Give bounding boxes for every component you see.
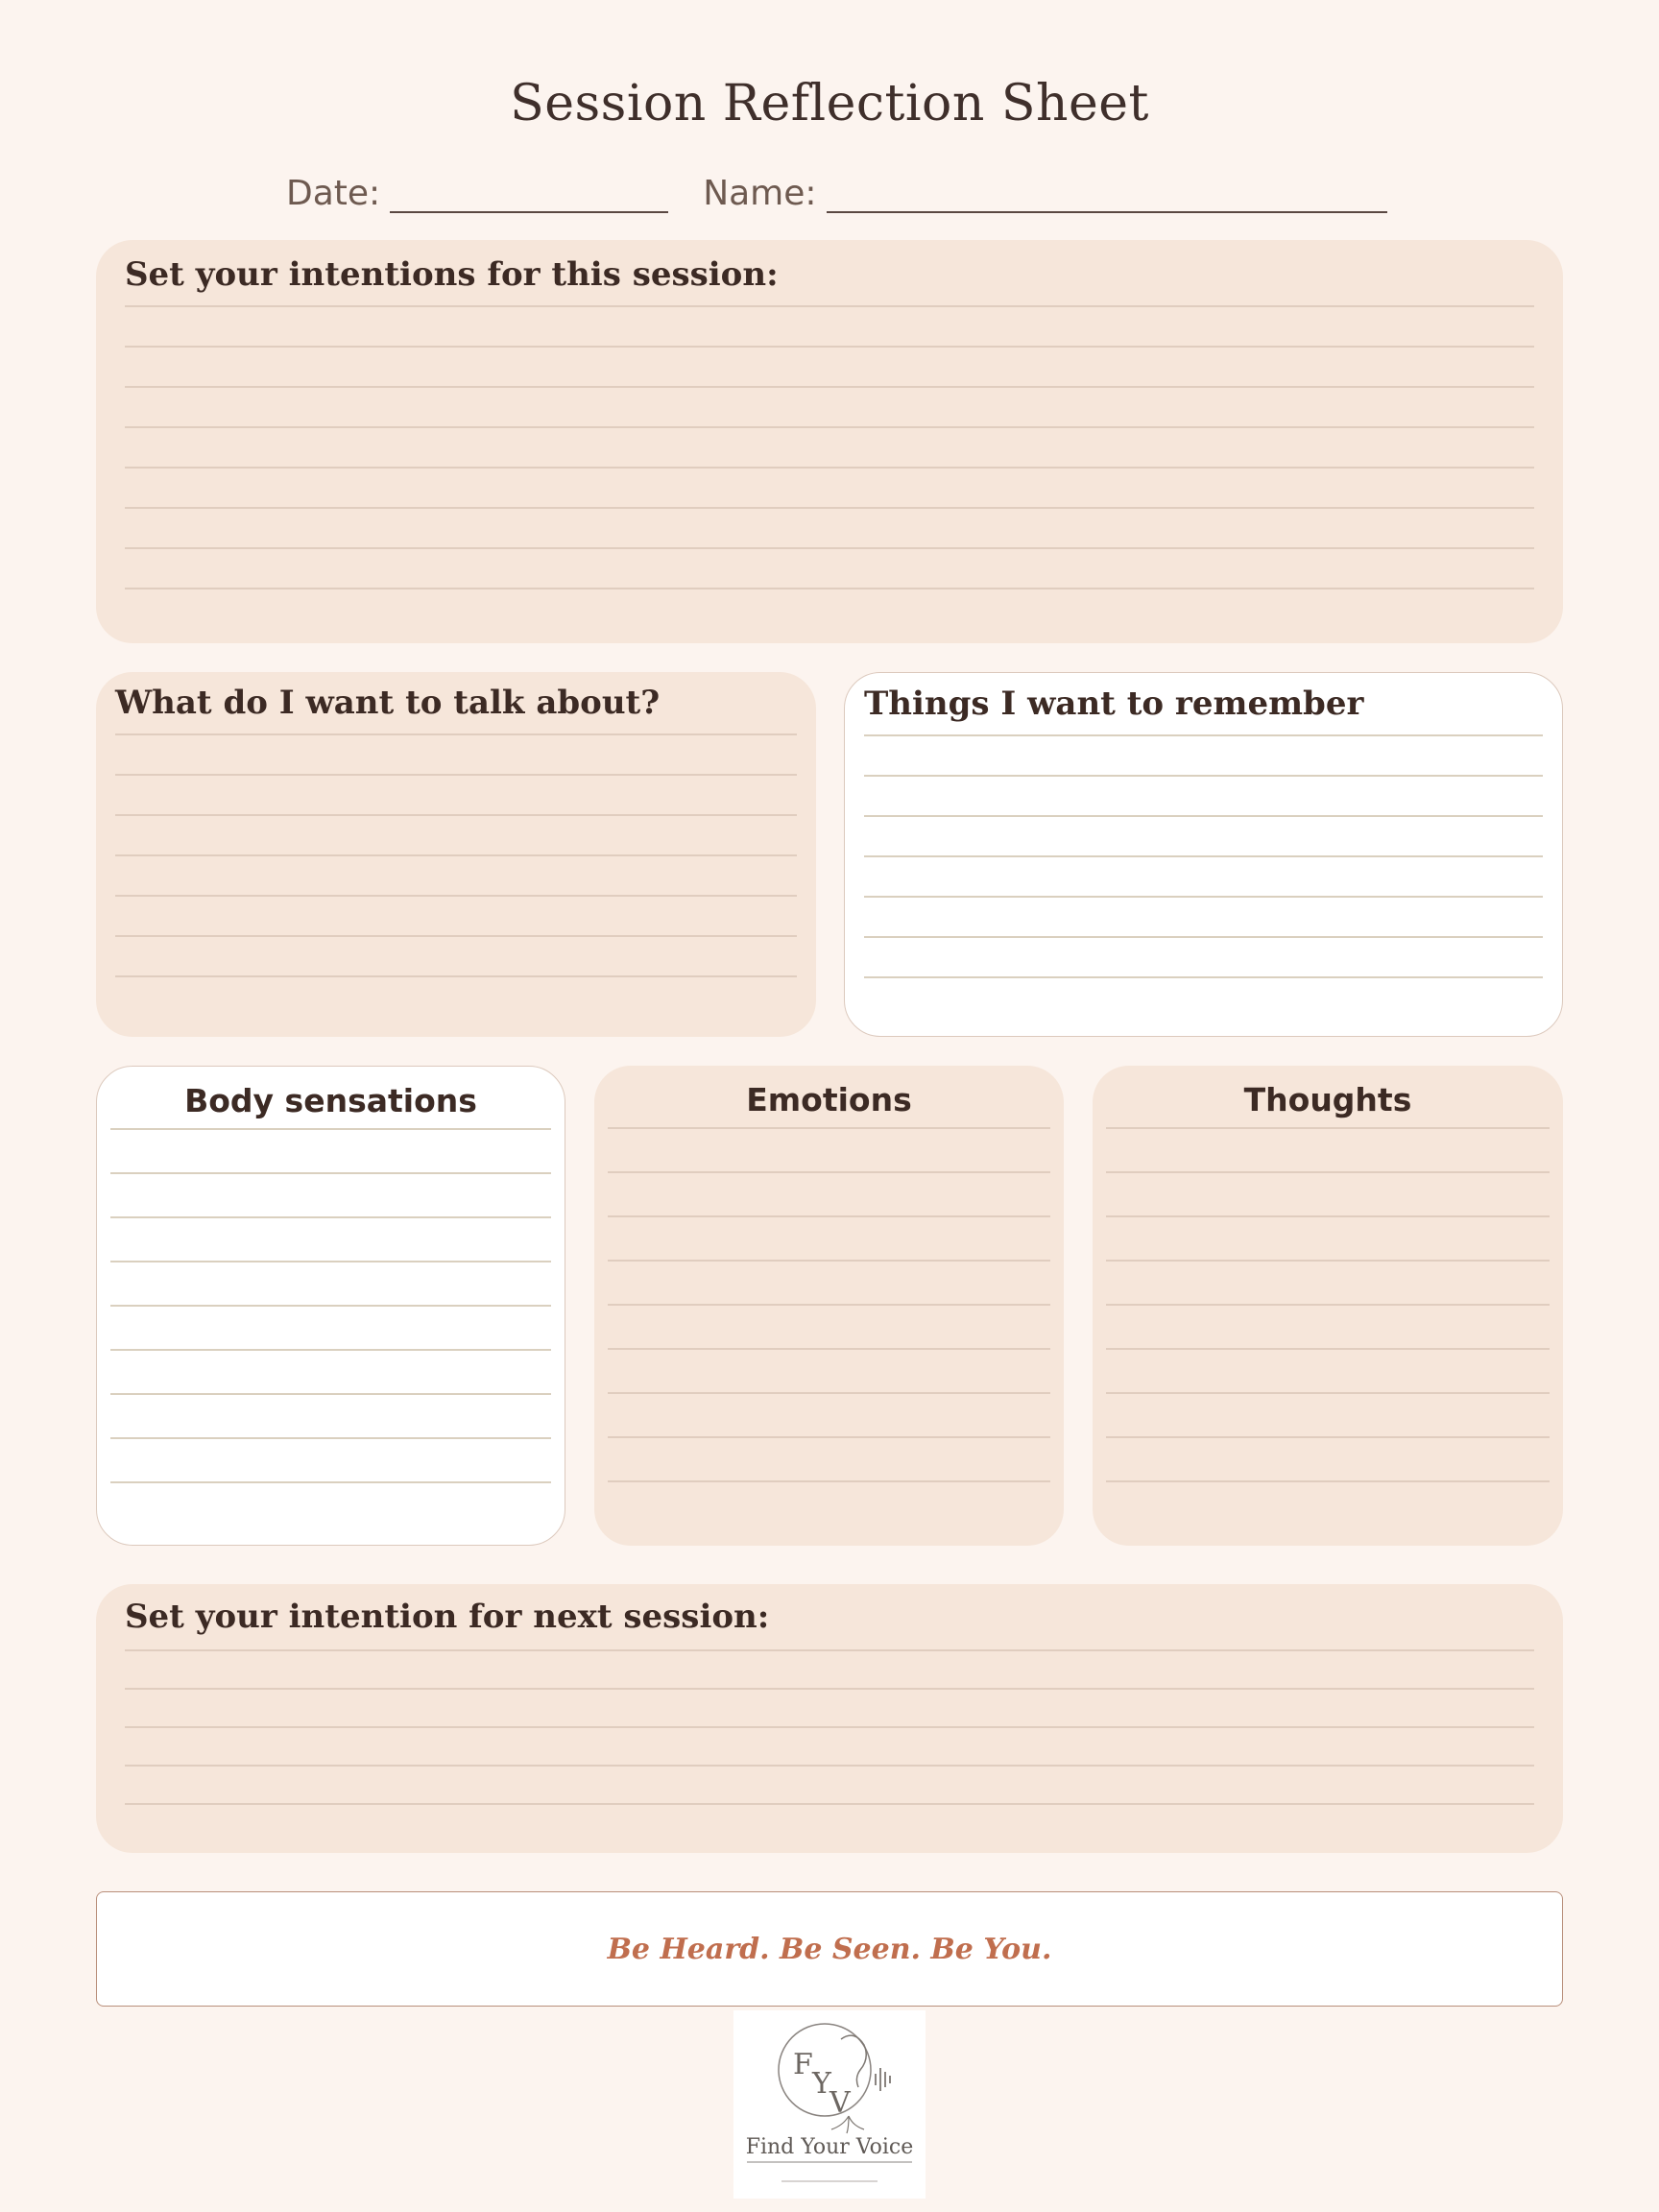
writing-line[interactable] <box>608 1260 1050 1262</box>
svg-text:V: V <box>830 2086 851 2120</box>
writing-line[interactable] <box>608 1392 1050 1394</box>
tagline: Be Heard. Be Seen. Be You. <box>607 1932 1052 1966</box>
writing-line[interactable] <box>125 1726 1534 1728</box>
writing-line[interactable] <box>608 1480 1050 1482</box>
writing-line[interactable] <box>115 814 797 816</box>
talk-about-box <box>96 672 816 1037</box>
remember-title: Things I want to remember <box>864 685 1364 723</box>
writing-line[interactable] <box>1106 1215 1550 1217</box>
talk-about-title: What do I want to talk about? <box>115 684 661 722</box>
name-label: Name: <box>703 174 817 213</box>
writing-line[interactable] <box>115 935 797 937</box>
writing-line[interactable] <box>608 1436 1050 1438</box>
writing-line[interactable] <box>110 1481 551 1483</box>
writing-line[interactable] <box>110 1216 551 1218</box>
writing-line[interactable] <box>1106 1436 1550 1438</box>
writing-line[interactable] <box>125 426 1534 428</box>
writing-line[interactable] <box>864 896 1543 898</box>
name-field[interactable] <box>827 175 1387 213</box>
brand-logo <box>733 2010 926 2199</box>
emotions-box <box>594 1066 1064 1546</box>
writing-line[interactable] <box>864 936 1543 938</box>
body-sensations-title: Body sensations <box>184 1082 477 1119</box>
writing-line[interactable] <box>1106 1171 1550 1173</box>
writing-line[interactable] <box>125 1688 1534 1690</box>
writing-line[interactable] <box>125 547 1534 549</box>
writing-line[interactable] <box>864 734 1543 736</box>
writing-line[interactable] <box>608 1304 1050 1306</box>
writing-line[interactable] <box>125 305 1534 307</box>
writing-line[interactable] <box>864 855 1543 857</box>
writing-line[interactable] <box>110 1128 551 1130</box>
writing-line[interactable] <box>1106 1480 1550 1482</box>
writing-line[interactable] <box>125 507 1534 509</box>
writing-line[interactable] <box>125 386 1534 388</box>
emotions-title: Emotions <box>746 1081 912 1118</box>
date-label: Date: <box>286 174 381 213</box>
writing-line[interactable] <box>110 1349 551 1351</box>
logo-emblem-icon <box>733 2010 926 2199</box>
date-field[interactable] <box>390 175 668 213</box>
writing-line[interactable] <box>608 1215 1050 1217</box>
writing-line[interactable] <box>115 895 797 897</box>
header-fields <box>286 165 1387 213</box>
writing-line[interactable] <box>115 975 797 977</box>
page-title: Session Reflection Sheet <box>510 75 1149 132</box>
writing-line[interactable] <box>110 1437 551 1439</box>
writing-line[interactable] <box>1106 1348 1550 1350</box>
writing-line[interactable] <box>115 733 797 735</box>
writing-line[interactable] <box>115 774 797 776</box>
writing-line[interactable] <box>864 775 1543 777</box>
writing-line[interactable] <box>1106 1260 1550 1262</box>
writing-line[interactable] <box>125 1765 1534 1767</box>
intentions-title: Set your intentions for this session: <box>125 255 779 294</box>
thoughts-box <box>1093 1066 1563 1546</box>
tagline-box <box>96 1891 1563 2007</box>
body-sensations-box <box>96 1066 565 1546</box>
writing-line[interactable] <box>608 1348 1050 1350</box>
writing-line[interactable] <box>115 854 797 856</box>
remember-box <box>844 672 1563 1037</box>
writing-line[interactable] <box>125 1803 1534 1805</box>
writing-line[interactable] <box>110 1393 551 1395</box>
writing-line[interactable] <box>1106 1127 1550 1129</box>
writing-line[interactable] <box>608 1127 1050 1129</box>
writing-line[interactable] <box>125 467 1534 469</box>
writing-line[interactable] <box>864 815 1543 817</box>
thoughts-title: Thoughts <box>1243 1081 1412 1118</box>
writing-line[interactable] <box>1106 1392 1550 1394</box>
writing-line[interactable] <box>110 1172 551 1174</box>
writing-line[interactable] <box>864 976 1543 978</box>
writing-line[interactable] <box>110 1261 551 1262</box>
writing-line[interactable] <box>125 588 1534 589</box>
writing-line[interactable] <box>125 1649 1534 1651</box>
writing-line[interactable] <box>125 346 1534 348</box>
writing-line[interactable] <box>1106 1304 1550 1306</box>
logo-text: Find Your Voice <box>745 2135 914 2159</box>
next-session-title: Set your intention for next session: <box>125 1598 770 1636</box>
svg-text:Y: Y <box>812 2067 831 2101</box>
next-session-box <box>96 1584 1563 1853</box>
writing-line[interactable] <box>110 1305 551 1307</box>
svg-text:F: F <box>793 2048 813 2081</box>
writing-line[interactable] <box>608 1171 1050 1173</box>
intentions-box <box>96 240 1563 643</box>
